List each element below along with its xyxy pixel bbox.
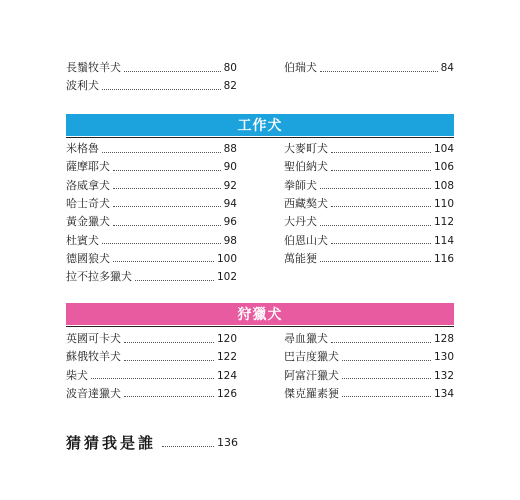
entry-name: 柴犬: [66, 368, 88, 382]
entry-name: 傑克羅素㹴: [284, 386, 339, 400]
entry-name: 拳師犬: [284, 178, 317, 192]
toc-entry[interactable]: [66, 59, 237, 77]
entry-name: 萬能㹴: [284, 251, 317, 265]
dot-leader: [331, 152, 431, 153]
dot-leader: [331, 206, 431, 207]
toc-entry[interactable]: [66, 158, 237, 176]
dot-leader: [113, 225, 221, 226]
dot-leader: [320, 188, 431, 189]
entry-name: 大丹犬: [284, 215, 317, 229]
entry-page: 94: [223, 197, 237, 210]
dot-leader: [331, 170, 431, 171]
toc-entry[interactable]: [284, 250, 454, 268]
toc-entry[interactable]: [284, 367, 454, 385]
dot-leader: [331, 243, 431, 244]
dot-leader: [320, 261, 431, 262]
entry-name: 薩摩耶犬: [66, 160, 110, 174]
guess-page: 136: [217, 435, 239, 449]
toc-entry[interactable]: [66, 330, 237, 348]
guess-title: 猜猜我是誰: [66, 433, 157, 452]
toc-entry[interactable]: [284, 158, 454, 176]
toc-entry[interactable]: [284, 232, 454, 250]
entry-page: 132: [433, 369, 454, 382]
entry-page: 80: [223, 62, 237, 74]
entry-name: 尋血獵犬: [284, 332, 328, 345]
entry-name: 英國可卡犬: [66, 332, 121, 345]
entry-page: 100: [216, 252, 237, 265]
toc-entry[interactable]: [66, 348, 237, 366]
entry-name: 長鬚牧羊犬: [66, 61, 121, 74]
dot-leader: [124, 360, 214, 361]
dot-leader: [102, 152, 221, 153]
entry-page: 122: [216, 351, 237, 364]
entry-name: 拉不拉多獵犬: [66, 270, 132, 284]
dot-leader: [342, 396, 431, 397]
entry-page: 102: [216, 271, 237, 284]
entry-page: 98: [223, 234, 237, 247]
entry-name: 聖伯納犬: [284, 160, 328, 174]
entry-name: 西藏獒犬: [284, 196, 328, 210]
dot-leader: [135, 280, 214, 281]
entry-page: 116: [433, 252, 454, 265]
entry-page: 88: [223, 143, 237, 155]
entry-page: 104: [433, 143, 454, 155]
entry-name: 黃金獵犬: [66, 215, 110, 229]
dot-leader: [320, 71, 438, 72]
entry-page: 130: [433, 351, 454, 364]
dot-leader: [113, 170, 221, 171]
section-banner-hunting: 狩獵犬: [66, 303, 454, 325]
dot-leader: [102, 89, 221, 90]
entry-name: 杜賓犬: [66, 233, 99, 247]
toc-entry[interactable]: [284, 140, 454, 158]
entry-page: 82: [223, 80, 237, 92]
dot-leader: [124, 71, 221, 72]
toc-entry[interactable]: [66, 367, 237, 385]
dot-leader: [162, 446, 214, 447]
entry-page: 120: [216, 333, 237, 345]
toc-entry[interactable]: [66, 385, 237, 403]
entry-name: 德國狼犬: [66, 251, 110, 265]
entry-name: 伯恩山犬: [284, 233, 328, 247]
toc-entry[interactable]: [284, 213, 454, 231]
dot-leader: [124, 396, 214, 397]
dot-leader: [91, 378, 214, 379]
toc-entry[interactable]: [284, 59, 454, 77]
toc-entry-guess[interactable]: [66, 431, 238, 453]
entry-page: 106: [433, 161, 454, 174]
toc-entry[interactable]: [66, 250, 237, 268]
toc-entry[interactable]: [66, 140, 237, 158]
entry-page: 134: [433, 387, 454, 400]
section-divider: [66, 137, 454, 138]
toc-entry[interactable]: [284, 385, 454, 403]
entry-name: 蘇俄牧羊犬: [66, 350, 121, 364]
toc-entry[interactable]: [284, 348, 454, 366]
dot-leader: [342, 360, 431, 361]
entry-name: 巴吉度獵犬: [284, 350, 339, 364]
entry-name: 哈士奇犬: [66, 196, 110, 210]
entry-page: 112: [433, 216, 454, 229]
toc-entry[interactable]: [66, 177, 237, 195]
entry-page: 90: [223, 161, 237, 174]
entry-page: 84: [440, 62, 454, 74]
toc-entry[interactable]: [284, 195, 454, 213]
toc-entry[interactable]: [284, 177, 454, 195]
toc-entry[interactable]: [66, 77, 237, 95]
entry-name: 米格魯: [66, 142, 99, 155]
entry-name: 波利犬: [66, 79, 99, 92]
dot-leader: [113, 261, 214, 262]
dot-leader: [113, 188, 221, 189]
section-banner-working: 工作犬: [66, 114, 454, 136]
entry-name: 伯瑞犬: [284, 61, 317, 74]
toc-entry[interactable]: [66, 268, 237, 286]
toc-entry[interactable]: [66, 195, 237, 213]
dot-leader: [320, 225, 431, 226]
entry-name: 阿富汗獵犬: [284, 368, 339, 382]
dot-leader: [113, 206, 221, 207]
entry-page: 96: [223, 216, 237, 229]
toc-entry[interactable]: [66, 213, 237, 231]
entry-name: 大麥町犬: [284, 142, 328, 155]
section-divider: [66, 326, 454, 327]
entry-page: 124: [216, 369, 237, 382]
entry-name: 洛威拿犬: [66, 178, 110, 192]
entry-page: 114: [433, 234, 454, 247]
dot-leader: [331, 342, 431, 343]
entry-page: 126: [216, 387, 237, 400]
entry-name: 波音達獵犬: [66, 386, 121, 400]
dot-leader: [124, 342, 214, 343]
entry-page: 128: [433, 333, 454, 345]
toc-entry[interactable]: [66, 232, 237, 250]
entry-page: 110: [433, 197, 454, 210]
toc-entry[interactable]: [284, 330, 454, 348]
dot-leader: [342, 378, 431, 379]
entry-page: 92: [223, 179, 237, 192]
entry-page: 108: [433, 179, 454, 192]
dot-leader: [102, 243, 221, 244]
